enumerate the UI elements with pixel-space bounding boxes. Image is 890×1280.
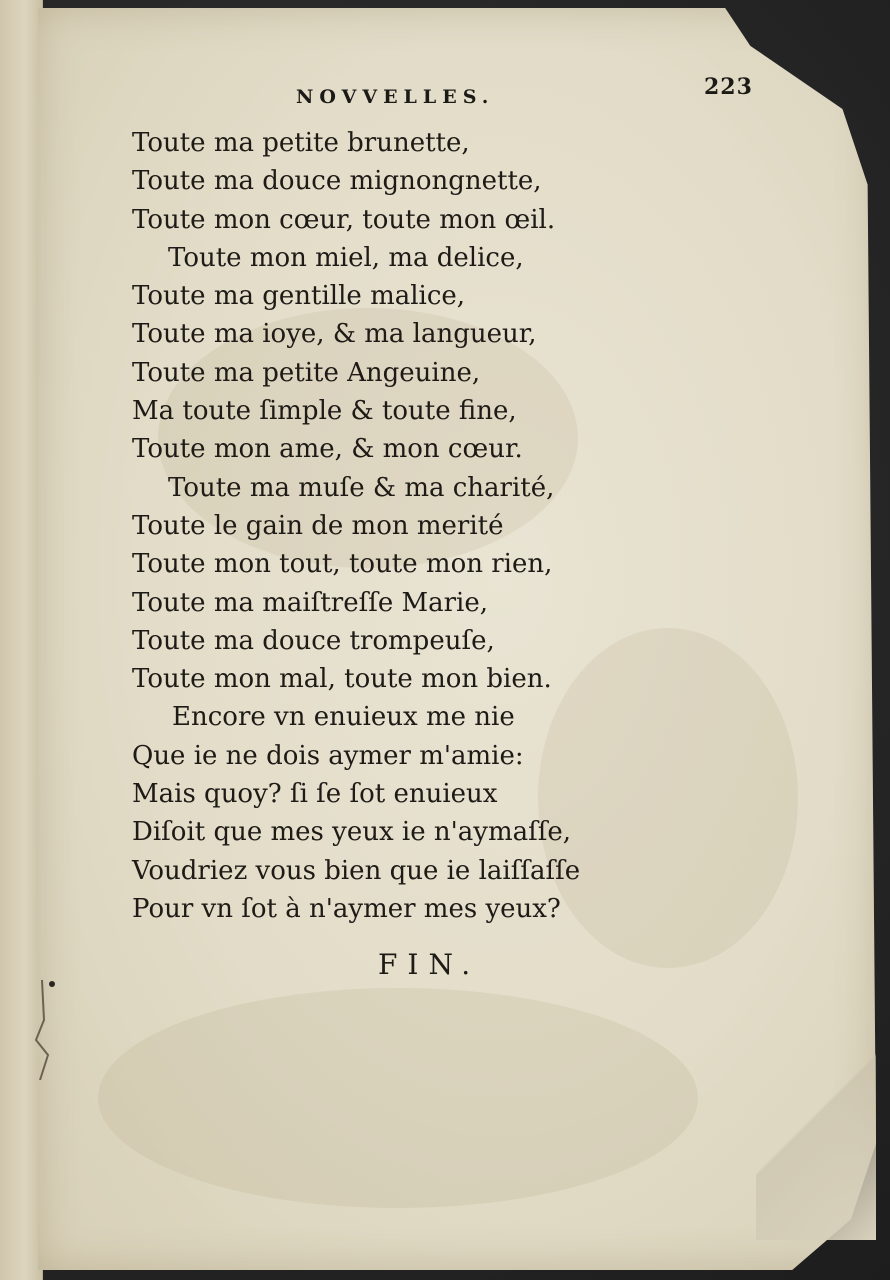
poem-line: Toute ma douce trompeuſe, bbox=[132, 625, 495, 656]
poem-line: Toute ma gentille malice, bbox=[132, 281, 466, 312]
poem-line: Toute ma muſe & ma charité, bbox=[168, 472, 555, 503]
poem-line: Toute ma petite Angeuine, bbox=[132, 357, 481, 388]
poem-line: Toute ma maiſtreſſe Marie, bbox=[132, 587, 489, 618]
fin-marker: FIN. bbox=[378, 948, 481, 981]
page-number: 223 bbox=[704, 74, 753, 100]
poem-line: Toute mon cœur, toute mon œil. bbox=[132, 204, 556, 235]
poem-line: Toute ma ioye, & ma langueur, bbox=[132, 319, 537, 350]
poem-line: Pour vn ſot à n'aymer mes yeux? bbox=[132, 893, 561, 924]
poem-line: Toute mon mal, toute mon bien. bbox=[132, 664, 552, 695]
poem-line: Voudriez vous bien que ie laiſſaſſe bbox=[132, 855, 581, 886]
poem-text bbox=[132, 124, 692, 928]
folded-corner bbox=[756, 1020, 876, 1240]
running-head: NOVVELLES. bbox=[296, 86, 495, 108]
poem-line: Toute mon tout, toute mon rien, bbox=[132, 549, 553, 580]
poem-line: Diſoit que mes yeux ie n'aymaſſe, bbox=[132, 817, 572, 848]
poem-line: Ma toute ſimple & toute fine, bbox=[132, 396, 517, 427]
paper-stain bbox=[98, 988, 698, 1208]
poem-line: Toute le gain de mon merité bbox=[132, 510, 504, 541]
poem-line: Que ie ne dois aymer m'amie: bbox=[132, 740, 524, 771]
poem-line: Toute ma petite brunette, bbox=[132, 128, 470, 158]
poem-line: Toute mon ame, & mon cœur. bbox=[132, 434, 523, 465]
poem-line: Toute mon miel, ma delice, bbox=[168, 242, 524, 273]
poem-line: Toute ma douce mignongnette, bbox=[132, 166, 542, 197]
binding-thread-icon bbox=[22, 980, 62, 1080]
poem-line: Mais quoy? ſi ſe ſot enuieux bbox=[132, 779, 498, 810]
facing-page-edge bbox=[0, 0, 43, 1280]
poem-line: Encore vn enuieux me nie bbox=[172, 702, 515, 733]
